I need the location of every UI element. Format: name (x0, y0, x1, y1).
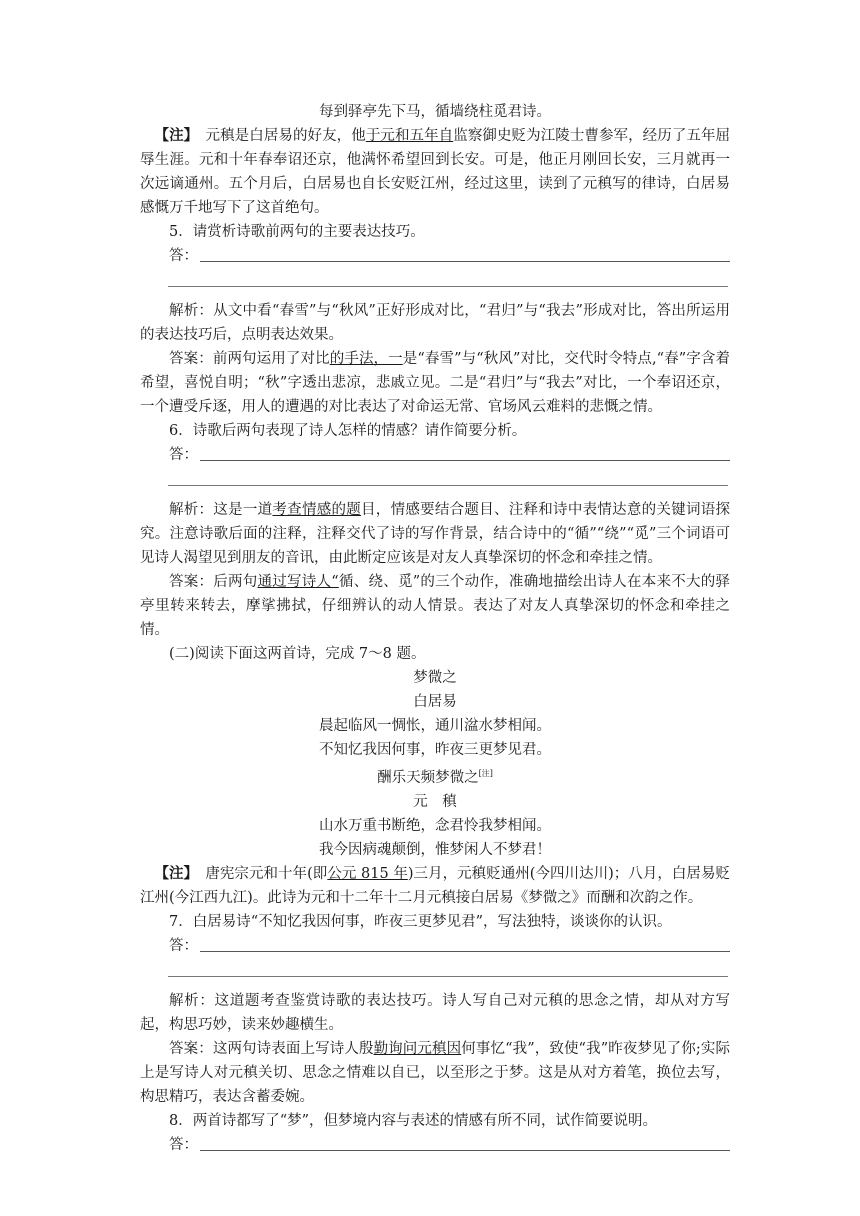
analysis-6: 解析：这是一道考查情感的题目，情感要结合题目、注释和诗中表情达意的关键词语探究。注意诗歌后面的注释，注释交代了诗的写作背景，结合诗中的“循”“绕”“觅”三个词语可见诗人渴望见到朋友的音讯，由此断定应该是对友人真挚深切的怀念和牵挂之情。 (140, 502, 731, 566)
poem3-title: 酬乐天频梦微之[注] (377, 769, 493, 786)
poem3-author: 元 稹 (413, 793, 457, 810)
answer-6: 答案：后两句通过写诗人“循、绕、觅”的三个动作，准确地描绘出诗人在本来不大的驿亭里转来转去，摩挲拂拭，仔细辨认的动人情景。表达了对友人真挚深切的怀念和牵挂之情。 (140, 574, 730, 638)
poem1-last-line: 每到驿亭先下马，循墙绕柱觅君诗。 (319, 104, 551, 120)
answer-5: 答案：前两句运用了对比的手法，一是“春雪”与“秋风”对比，交代时令特点,“春”字含着希望，喜悦自明；“秋”字透出悲凉，悲戚立见。二是“君归”与“我去”对比，一个奉诏还京，一个遭受斥逐，用人的遭遇的对比表达了对命运无常、官场风云难料的悲慨之情。 (140, 351, 731, 415)
poem3-line-1: 山水万重书断绝，念君怜我梦相闻。 (319, 817, 551, 834)
poem2-author: 白居易 (413, 694, 457, 710)
analysis-5: 解析：从文中看“春雪”与“秋风”正好形成对比，“君归”与“我去”形成对比，答出所运用的表达技巧后，点明表达效果。 (140, 303, 730, 343)
section-2-heading: (二)阅读下面这两首诗，完成 7～8 题。 (169, 646, 426, 662)
note-label: 【注】 (154, 864, 191, 882)
answer-7: 答案：这两句诗表面上写诗人殷勤询问元稹因何事忆“我”，致使“我”昨夜梦见了你;实际上是写诗人对元稹关切、思念之情难以自已，以至形之于梦。这是从对方着笔，换位去写，构思精巧，表达含蓄委婉。 (140, 1040, 730, 1105)
question-8: 8．两首诗都写了“梦”，但梦境内容与表述的情感有所不同，试作简要说明。 (169, 1112, 658, 1129)
question-5: 5．请赏析诗歌前两句的主要表达技巧。 (169, 224, 425, 240)
answer-field-8[interactable]: 答： (169, 1133, 730, 1157)
poem3-line-2: 我今因病魂颠倒，惟梦闲人不梦君！ (319, 841, 551, 858)
analysis-7: 解析：这道题考查鉴赏诗歌的表达技巧。诗人写自己对元稹的思念之情，却从对方写起，构思巧妙，读来妙趣横生。 (140, 992, 730, 1033)
answer-blank-line (168, 958, 728, 977)
answer-blank-line (168, 467, 728, 486)
note-1: 【注】 元稹是白居易的好友，他于元和五年自监察御史贬为江陵士曹参军，经历了五年屈辱生涯。元和十年春奉诏还京，他满怀希望回到长安。可是，他正月刚回长安，三月就再一次远谪通州。五个月后，白居易也自长安贬江州，经过这里，读到了元稹写的律诗，白居易感慨万千地写下了这首绝句。 (140, 127, 731, 216)
answer-blank-line (168, 268, 728, 287)
question-7: 7．白居易诗“不知忆我因何事，昨夜三更梦见君”，写法独特，谈谈你的认识。 (169, 913, 672, 930)
page-content (140, 100, 730, 1157)
poem2-line-1: 晨起临风一惆怅，通川湓水梦相闻。 (319, 718, 551, 734)
note-2: 【注】 唐宪宗元和十年(即公元 815 年)三月，元稹贬通州(今四川达川)；八月，白居易贬江州(今江西九江)。此诗为元和十二年十二月元稹接白居易《梦微之》而酬和次韵之作。 (140, 864, 730, 906)
answer-field-7[interactable]: 答： (169, 934, 730, 958)
answer-field-6[interactable]: 答： (169, 443, 730, 467)
poem2-title: 梦微之 (413, 670, 457, 686)
note-ref: [注] (478, 769, 493, 778)
question-6: 6．诗歌后两句表现了诗人怎样的情感？请作简要分析。 (169, 423, 527, 439)
note-label: 【注】 (154, 127, 191, 144)
answer-field-5[interactable]: 答： (169, 244, 730, 268)
poem2-line-2: 不知忆我因何事，昨夜三更梦见君。 (319, 742, 551, 758)
